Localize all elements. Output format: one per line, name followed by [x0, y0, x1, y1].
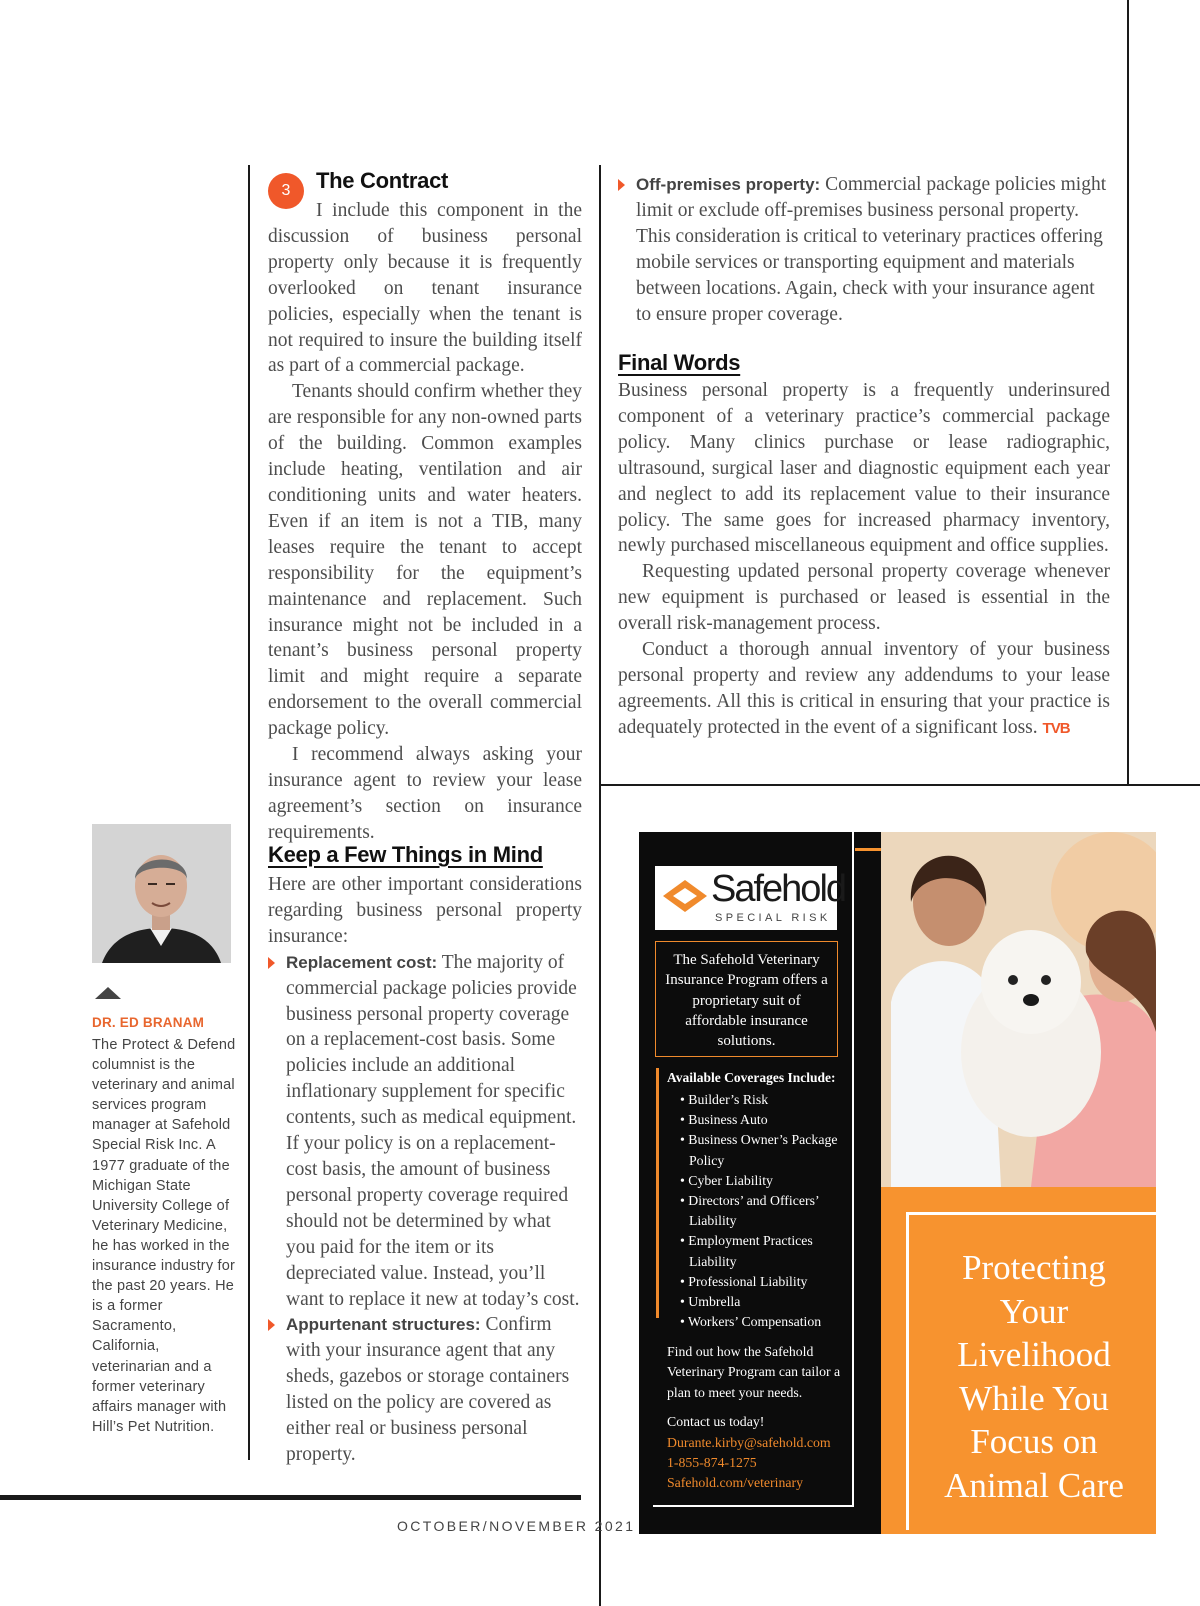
- things-bullet-list: [268, 950, 582, 1468]
- final-paragraph-3: [618, 637, 1110, 742]
- author-portrait-icon: [92, 824, 231, 963]
- column-rule-left: [248, 165, 250, 1460]
- ad-top-rule: [600, 784, 1200, 786]
- column-rule-right: [1127, 0, 1129, 785]
- coverage-item: • Builder’s Risk: [680, 1092, 769, 1107]
- author-name: DR. ED BRANAM: [92, 1015, 205, 1030]
- column-rule-middle: [599, 165, 601, 1606]
- footer-rule: [0, 1495, 581, 1500]
- coverage-item: • Cyber Liability: [680, 1172, 773, 1188]
- bullet-arrow-icon: [618, 179, 625, 191]
- bullet-text: Confirm with your insurance agent that any sheds, gazebos or storage containers listed on the policy are covered as either real or business personal property.: [286, 1314, 570, 1465]
- ad-find-out: Find out how the Safehold Veterinary Program can tailor a plan to meet your needs.: [667, 1344, 841, 1400]
- ad-website-link[interactable]: Safehold.com/veterinary: [667, 1475, 804, 1490]
- bullet-offpremises: [618, 172, 1110, 327]
- bullet-text: The majority of commercial package policies provide business personal property coverage on a replacement-cost basis. Some policies include an additional inflationary supplement for specific contents, such as medical equipment. If your policy is on a replacement-cost basis, the amount of business personal property coverage required should not be determined by what you paid for the item or its depreciated value. Instead, you’ll want to replace it new at today’s cost.: [286, 951, 580, 1310]
- coverage-item: • Professional Liability: [680, 1273, 808, 1289]
- bullet-arrow-icon: [268, 957, 275, 969]
- safehold-logo-subtitle: SPECIAL RISK: [715, 912, 831, 924]
- ad-orange-divider: [855, 848, 881, 851]
- bullet-replacement-cost: [268, 950, 582, 1313]
- offpremises-block: [618, 172, 1110, 327]
- coverage-item: • Business Auto: [680, 1112, 768, 1128]
- safehold-advertisement[interactable]: [639, 832, 1156, 1534]
- safehold-logo[interactable]: [655, 866, 846, 930]
- section-number-badge: 3: [268, 173, 304, 209]
- author-bio: The Protect & Defend columnist is the veterinary and animal services program manager at Safehold Special Risk Inc. A 1977 graduate of the Michigan State University College of Veterinary Medicine, he has worked in the insurance industry for the past 20 years. He is a former Sacramento, California, veterinarian and a former veterinary affairs manager with Hill’s Pet Nutrition.: [92, 1037, 236, 1435]
- things-intro: Here are other important considerations regarding business personal property insurance:: [268, 874, 582, 947]
- ad-bottom-white-rule: [653, 1505, 854, 1507]
- contract-paragraph-2: Tenants should confirm whether they are responsible for any non-owned parts of the building. Common examples include heating, ventilation and air conditioning units and water heaters. Even if an item is not a TIB, many leases require the tenant to accept responsibility for the equipment’s maintenance and replacement. Such insurance might not be included in a tenant’s business personal property limit and might require a separate endorsement to the overall commercial package policy.: [268, 381, 582, 740]
- safehold-logo-name: Safehold: [711, 868, 846, 910]
- bullet-label: Replacement cost:: [286, 952, 438, 972]
- contract-body: [268, 198, 582, 846]
- bullet-label: Appurtenant structures:: [286, 1315, 481, 1335]
- final-heading: Final Words: [618, 350, 741, 375]
- final-body: [618, 378, 1110, 742]
- bullet-arrow-icon: [268, 1319, 275, 1331]
- ad-coverages-title: Available Coverages Include:: [667, 1070, 836, 1085]
- final-paragraph-2: Requesting updated personal property coverage whenever new equipment is purchased or leased is essential in the overall risk-management process.: [618, 561, 1110, 635]
- ad-photo: [881, 832, 1156, 1187]
- contract-paragraph-1: I include this component in the discussion of business personal property only because it is frequently overlooked on tenant insurance policies, especially when the tenant is not required to insure the building itself as part of a commercial package.: [268, 200, 582, 377]
- bullet-label: Off-premises property:: [636, 175, 821, 194]
- bullet-appurtenant-structures: [268, 1312, 582, 1467]
- contract-paragraph-3: I recommend always asking your insurance agent to review your lease agreement’s section on insurance requirements.: [268, 744, 582, 843]
- ad-contact-label: Contact us today!: [667, 1414, 765, 1429]
- coverage-item: • Business Owner’s Package Policy: [680, 1132, 838, 1168]
- coverage-item: • Directors’ and Officers’ Liability: [680, 1193, 819, 1229]
- ad-coverages-bar: [656, 1068, 659, 1318]
- offpremises-bullet-list: [618, 172, 1110, 327]
- things-body: [268, 872, 582, 1468]
- end-mark-logo: TVB: [1042, 719, 1070, 737]
- bullet-text: Commercial package policies might limit or exclude off-premises business personal property. This consideration is critical to veterinary practices offering mobile services or transporting equipment and materials between locations. Again, check with your insurance agent to ensure proper coverage.: [636, 174, 1107, 325]
- ad-coverages-list: [667, 1090, 847, 1332]
- issue-date: OCTOBER/NOVEMBER 2021: [397, 1518, 636, 1534]
- final-paragraph-3-text: Conduct a thorough annual inventory of your business personal property and review any addendums to your lease agreements. All this is critical in ensuring that your practice is adequately protected in the event of a significant loss.: [618, 639, 1110, 738]
- coverage-item: • Umbrella: [680, 1294, 741, 1310]
- safehold-diamond-logo-icon: [661, 878, 709, 914]
- ad-phone-link[interactable]: 1-855-874-1275: [667, 1455, 757, 1470]
- author-photo: [92, 824, 231, 963]
- up-triangle-icon: [95, 987, 121, 999]
- things-heading: Keep a Few Things in Mind: [268, 842, 543, 867]
- ad-intro-text: The Safehold Veterinary Insurance Program offers a proprietary suit of affordable insurance solutions.: [665, 952, 828, 1050]
- contract-heading: The Contract: [316, 168, 449, 193]
- final-paragraph-1: Business personal property is a frequently underinsured component of a veterinary practice’s commercial package policy. Many clinics purchase or lease radiographic, ultrasound, surgical laser and diagnostic equipment each year and neglect to add its replacement value to their insurance policy. The same goes for increased pharmacy inventory, newly purchased miscellaneous equipment and office supplies.: [618, 380, 1110, 557]
- coverage-item: • Workers’ Compensation: [680, 1314, 822, 1330]
- coverage-item: • Employment Practices Liability: [680, 1233, 813, 1269]
- ad-email-link[interactable]: Durante.kirby@safehold.com: [667, 1435, 831, 1450]
- ad-tagline: Protecting Your Livelihood While You Focus on Animal Care: [944, 1248, 1124, 1505]
- ad-white-divider: [852, 832, 854, 1507]
- vet-with-dog-icon: [881, 832, 1156, 1187]
